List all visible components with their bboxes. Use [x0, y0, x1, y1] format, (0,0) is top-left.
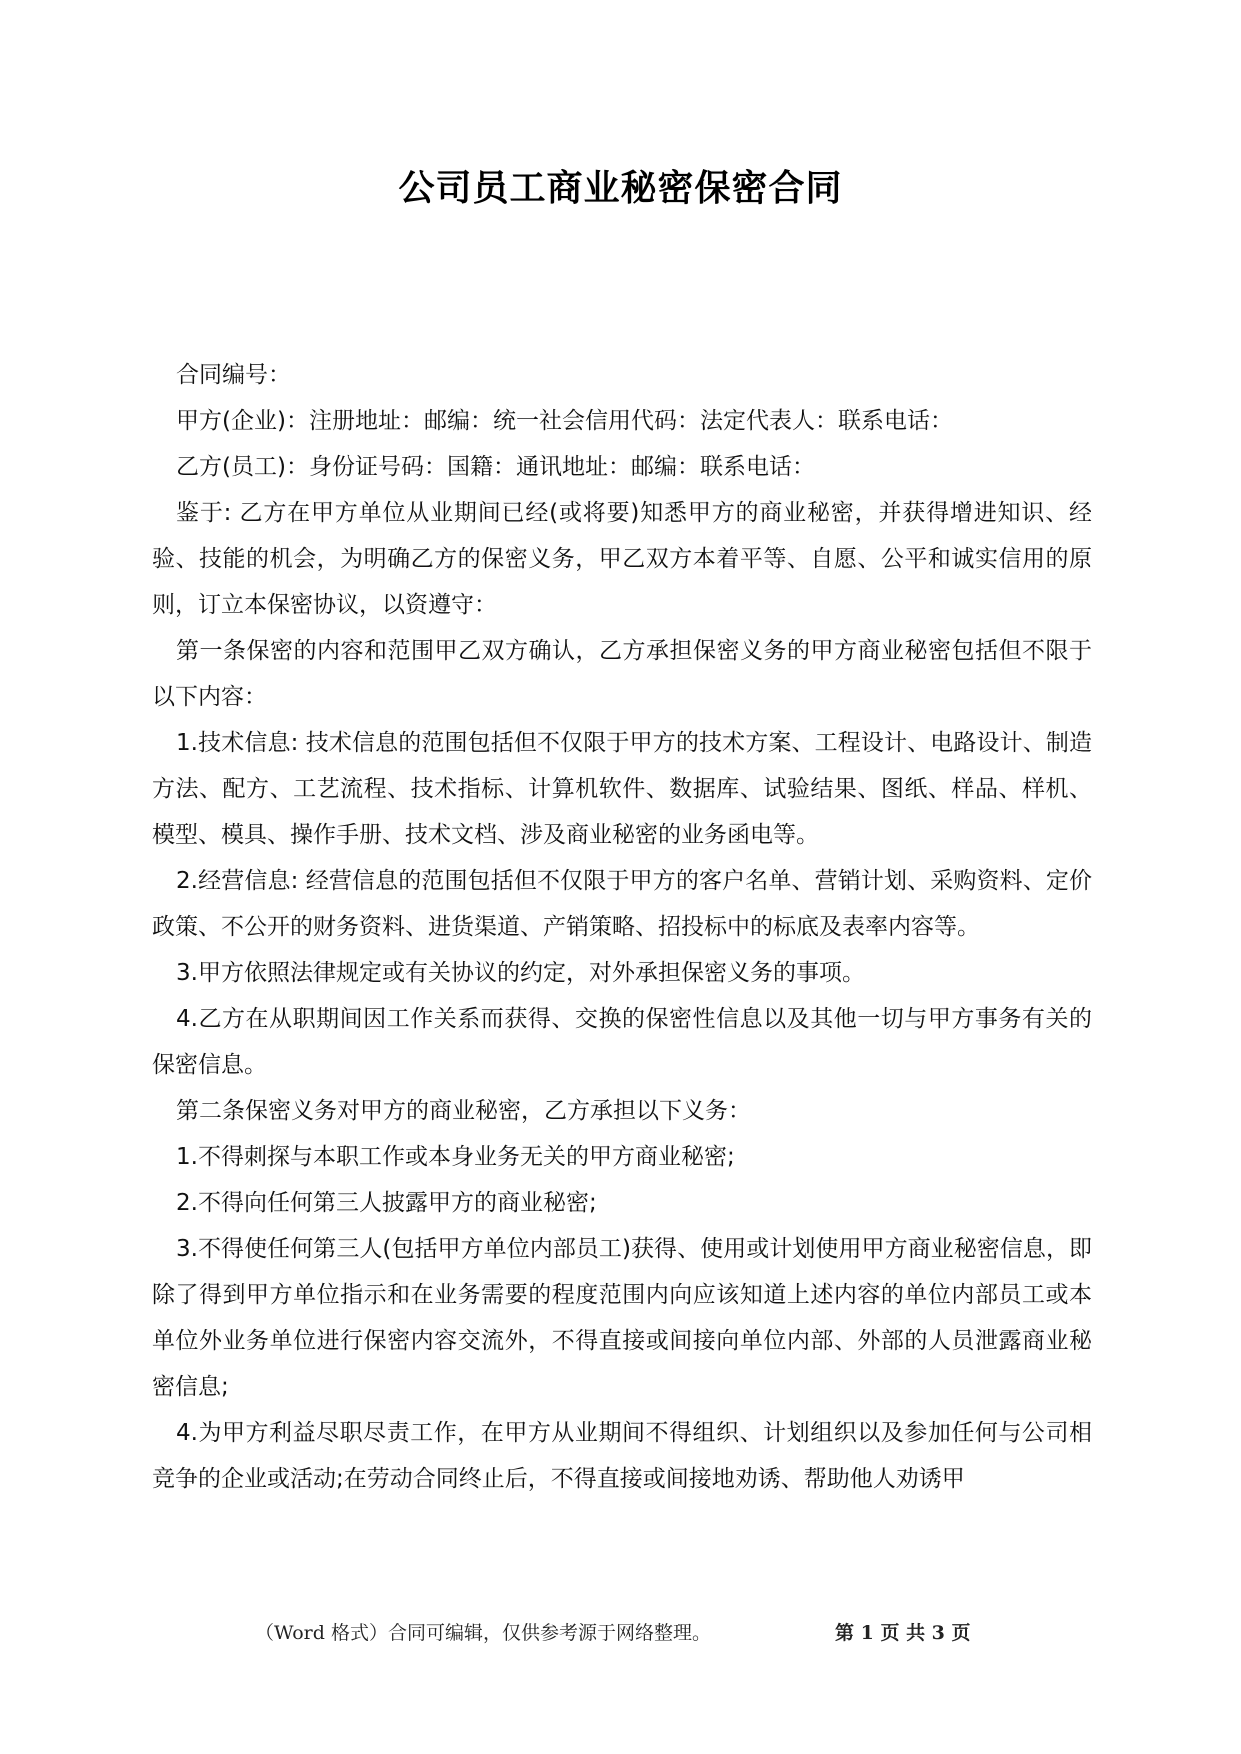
- article-2-item-2: 2.不得向任何第三人披露甲方的商业秘密;: [176, 1190, 597, 1216]
- article-2-item-3: 3.不得使任何第三人(包括甲方单位内部员工)获得、使用或计划使用甲方商业秘密信息，即除了得到甲方单位指示和在业务需要的程度范围内向应该知道上述内容的单位内部员工或本单位外业务单位进行保密内容交流外，不得直接或间接向单位内部、外部的人员泄露商业秘密信息;: [152, 1236, 1092, 1400]
- page-number: 第 1 页 共 3 页: [835, 1622, 971, 1644]
- article-1-item-1: 1.技术信息: 技术信息的范围包括但不仅限于甲方的技术方案、工程设计、电路设计、制造方法、配方、工艺流程、技术指标、计算机软件、数据库、试验结果、图纸、样品、样机、模型、模具、操作手册、技术文档、涉及商业秘密的业务函电等。: [152, 730, 1092, 848]
- contract-number-line: 合同编号：: [176, 362, 291, 388]
- article-2-item-1: 1.不得刺探与本职工作或本身业务无关的甲方商业秘密;: [176, 1144, 735, 1170]
- party-a-line: 甲方(企业)：注册地址：邮编：统一社会信用代码：法定代表人：联系电话：: [176, 408, 953, 434]
- article-1-item-4: 4.乙方在从职期间因工作关系而获得、交换的保密性信息以及其他一切与甲方事务有关的保密信息。: [152, 1006, 1092, 1078]
- party-b-line: 乙方(员工)：身份证号码：国籍：通讯地址：邮编：联系电话：: [176, 454, 815, 480]
- page-footer: [0, 1618, 1241, 1648]
- document-body: [152, 352, 1092, 1502]
- footer-note: （Word 格式）合同可编辑，仅供参考源于网络整理。: [255, 1622, 711, 1644]
- article-2-heading: 第二条保密义务对甲方的商业秘密，乙方承担以下义务：: [176, 1098, 751, 1124]
- article-1-item-3: 3.甲方依照法律规定或有关协议的约定，对外承担保密义务的事项。: [176, 960, 865, 986]
- article-1-item-2: 2.经营信息: 经营信息的范围包括但不仅限于甲方的客户名单、营销计划、采购资料、定价政策、不公开的财务资料、进货渠道、产销策略、招投标中的标底及表率内容等。: [152, 868, 1092, 940]
- preamble-paragraph: 鉴于: 乙方在甲方单位从业期间已经(或将要)知悉甲方的商业秘密，并获得增进知识、经验、技能的机会，为明确乙方的保密义务，甲乙双方本着平等、自愿、公平和诚实信用的原则，订立本保密协议，以资遵守：: [152, 500, 1092, 618]
- article-1-heading: 第一条保密的内容和范围甲乙双方确认，乙方承担保密义务的甲方商业秘密包括但不限于以下内容：: [152, 638, 1092, 710]
- article-2-item-4: 4.为甲方利益尽职尽责工作，在甲方从业期间不得组织、计划组织以及参加任何与公司相竞争的企业或活动;在劳动合同终止后，不得直接或间接地劝诱、帮助他人劝诱甲: [152, 1420, 1092, 1492]
- document-title: 公司员工商业秘密保密合同: [398, 168, 843, 209]
